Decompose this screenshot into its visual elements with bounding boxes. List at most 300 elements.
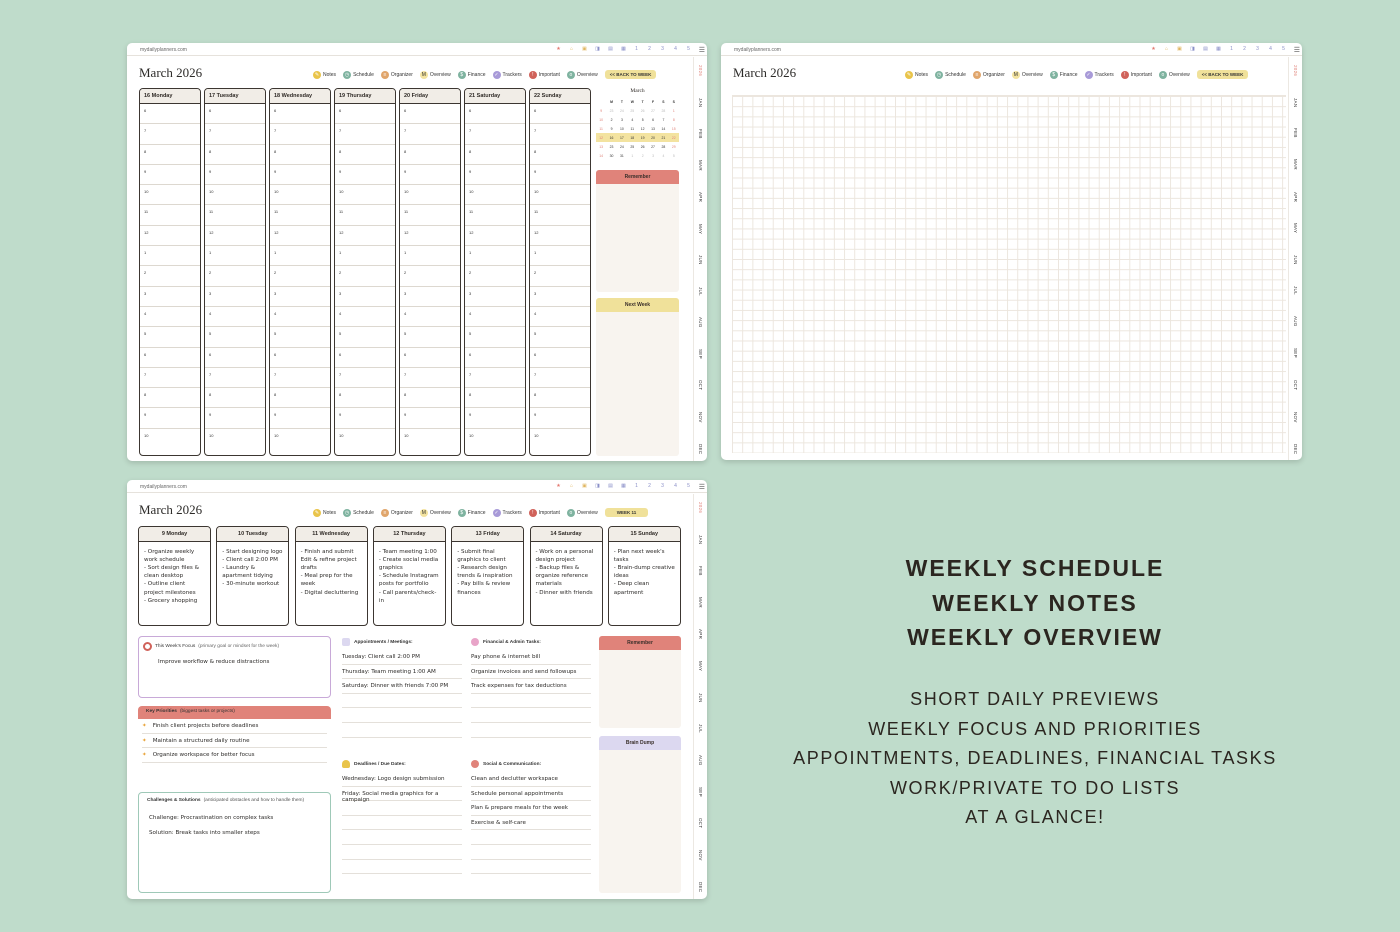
page-link-3[interactable]: 3 <box>661 483 664 489</box>
month-tab[interactable]: JAN <box>698 97 703 108</box>
day-column[interactable] <box>269 88 331 456</box>
day-card[interactable] <box>373 526 446 626</box>
chat-icon[interactable]: ◨ <box>595 46 600 52</box>
hour-slot[interactable]: 5 <box>140 327 200 347</box>
hour-slot[interactable]: 10 <box>465 185 525 205</box>
year-tab[interactable]: 2026 <box>698 65 703 77</box>
hour-slot[interactable]: 1 <box>530 246 590 266</box>
hour-slot[interactable]: 11 <box>530 205 590 225</box>
week-number[interactable]: 9 <box>600 108 603 113</box>
priority-item[interactable] <box>142 719 327 734</box>
hour-slot[interactable]: 4 <box>140 307 200 327</box>
hour-slot[interactable]: 9 <box>205 165 265 185</box>
hour-slot[interactable]: 5 <box>205 327 265 347</box>
hour-slot[interactable]: 6 <box>400 104 460 124</box>
hour-slot[interactable]: 9 <box>140 408 200 428</box>
nav-organizer[interactable]: ≡ Organizer <box>381 509 413 517</box>
hour-slot[interactable]: 10 <box>530 185 590 205</box>
page-link-1[interactable]: 1 <box>635 46 638 52</box>
hour-slot[interactable]: 12 <box>140 226 200 246</box>
nav-overview-2[interactable]: o Overview <box>1159 71 1190 79</box>
week-number[interactable]: 12 <box>596 133 606 142</box>
hour-slot[interactable]: 9 <box>335 165 395 185</box>
hour-slot[interactable]: 9 <box>530 408 590 428</box>
deadlines-box[interactable] <box>342 756 462 892</box>
calendar-day[interactable]: 7 <box>662 117 665 122</box>
nav-important[interactable]: ! Important <box>1121 71 1152 79</box>
hour-slot[interactable]: 11 <box>400 205 460 225</box>
month-tab[interactable]: JUL <box>698 724 703 734</box>
social-line[interactable]: Exercise & self-care <box>471 816 591 831</box>
deadlines-line[interactable] <box>342 830 462 845</box>
calendar-day[interactable]: 18 <box>627 133 637 142</box>
calendar-day[interactable]: 2 <box>610 117 613 122</box>
hour-slot[interactable]: 7 <box>400 124 460 144</box>
next-week-box[interactable] <box>596 298 679 456</box>
chat-icon[interactable]: ◨ <box>1190 46 1195 52</box>
calendar-day[interactable]: 16 <box>606 133 616 142</box>
social-line[interactable]: Schedule personal appointments <box>471 787 591 802</box>
month-tab[interactable]: JUN <box>698 255 703 266</box>
hour-slot[interactable]: 8 <box>530 388 590 408</box>
calendar-day[interactable]: 4 <box>631 117 634 122</box>
month-tab[interactable]: MAR <box>698 596 703 608</box>
bag-icon[interactable]: ▣ <box>1177 46 1182 52</box>
home-icon[interactable]: ⌂ <box>569 483 574 489</box>
hour-slot[interactable]: 10 <box>339 432 344 438</box>
hour-slot[interactable]: 6 <box>270 348 330 368</box>
calendar-day[interactable]: 6 <box>652 117 654 122</box>
deadlines-line[interactable]: Friday: Social media graphics for a campaign <box>342 787 462 802</box>
hour-slot[interactable]: 6 <box>205 348 265 368</box>
month-tab[interactable]: MAY <box>698 223 703 235</box>
calendar-week-row[interactable] <box>596 142 679 151</box>
menu-icon[interactable]: ☰ <box>1293 47 1300 54</box>
back-to-week-button[interactable]: << BACK TO WEEK <box>1197 70 1249 79</box>
hour-slot[interactable]: 8 <box>270 145 330 165</box>
calendar-day[interactable]: 1 <box>672 108 675 113</box>
nav-schedule[interactable]: ◷ Schedule <box>936 71 966 78</box>
hour-slot[interactable]: 3 <box>140 287 200 307</box>
social-line[interactable] <box>471 830 591 845</box>
hour-slot[interactable]: 9 <box>400 408 460 428</box>
month-tab[interactable]: OCT <box>1293 379 1298 391</box>
nav-overview[interactable]: M Overview <box>1013 71 1043 78</box>
day-card[interactable] <box>216 526 289 626</box>
hour-slot[interactable]: 1 <box>335 246 395 266</box>
financial-box[interactable] <box>471 634 591 742</box>
hour-slot[interactable]: 10 <box>404 432 409 438</box>
page-link-1[interactable]: 1 <box>1230 46 1233 52</box>
hour-slot[interactable]: 6 <box>205 104 265 124</box>
hour-slot[interactable]: 7 <box>335 368 395 388</box>
hour-slot[interactable]: 3 <box>465 287 525 307</box>
calendar-day[interactable]: 27 <box>651 144 655 149</box>
calendar-day[interactable]: 13 <box>651 126 655 131</box>
hour-slot[interactable]: 6 <box>335 348 395 368</box>
calendar-day[interactable]: 26 <box>640 144 645 149</box>
calendar-icon[interactable]: ▤ <box>608 46 613 52</box>
nav-schedule[interactable]: ◷ Schedule <box>344 71 374 78</box>
calendar-day[interactable]: 3 <box>620 117 623 122</box>
nav-organizer[interactable]: ≡ Organizer <box>973 71 1005 79</box>
appointments-line[interactable]: Thursday: Team meeting 1:00 AM <box>342 665 462 680</box>
hour-slot[interactable]: 10 <box>274 432 279 438</box>
appointments-line[interactable] <box>342 708 462 723</box>
month-tab[interactable]: JUN <box>698 692 703 703</box>
hour-slot[interactable]: 2 <box>530 266 590 286</box>
nav-notes[interactable]: ✎ Notes <box>314 71 337 78</box>
year-tab[interactable]: 2026 <box>1293 65 1298 77</box>
hour-slot[interactable]: 4 <box>335 307 395 327</box>
hour-slot[interactable]: 10 <box>209 432 214 438</box>
day-column[interactable] <box>139 88 201 456</box>
appointments-box[interactable] <box>342 634 462 742</box>
month-tab[interactable]: FEB <box>1293 128 1298 139</box>
calendar-icon[interactable]: ▤ <box>1203 46 1208 52</box>
calendar-day[interactable]: 22 <box>669 133 679 142</box>
back-to-week-button[interactable]: << BACK TO WEEK <box>605 70 657 79</box>
nav-finance[interactable]: $ Finance <box>1050 71 1078 79</box>
appointments-line[interactable]: Saturday: Dinner with friends 7:00 PM <box>342 679 462 694</box>
hour-slot[interactable]: 12 <box>465 226 525 246</box>
month-tab[interactable]: SEP <box>1293 348 1298 359</box>
month-tab[interactable]: FEB <box>698 128 703 139</box>
appointments-line[interactable] <box>342 694 462 709</box>
social-line[interactable] <box>471 845 591 860</box>
hour-slot[interactable]: 8 <box>335 388 395 408</box>
hour-slot[interactable]: 8 <box>270 388 330 408</box>
day-card[interactable] <box>608 526 681 626</box>
day-card[interactable] <box>138 526 211 626</box>
deadlines-line[interactable] <box>342 816 462 831</box>
hour-slot[interactable]: 10 <box>469 432 474 438</box>
hour-slot[interactable]: 7 <box>140 124 200 144</box>
deadlines-line[interactable]: Wednesday: Logo design submission <box>342 772 462 787</box>
financial-line[interactable] <box>471 694 591 709</box>
hour-slot[interactable]: 8 <box>400 145 460 165</box>
calendar-day[interactable]: 4 <box>662 153 665 158</box>
month-tab[interactable]: SEP <box>698 786 703 797</box>
hour-slot[interactable]: 5 <box>400 327 460 347</box>
month-tab[interactable]: AUG <box>1293 316 1298 328</box>
appointments-line[interactable] <box>342 723 462 738</box>
hour-slot[interactable]: 4 <box>530 307 590 327</box>
bag-icon[interactable]: ▣ <box>582 483 587 489</box>
calendar-day[interactable]: 8 <box>672 117 675 122</box>
month-tab[interactable]: DEC <box>698 882 703 893</box>
hour-slot[interactable]: 7 <box>270 124 330 144</box>
priorities-box[interactable] <box>138 706 331 786</box>
month-tab[interactable]: OCT <box>698 380 703 391</box>
calendar-day[interactable]: 25 <box>630 108 635 113</box>
month-tab[interactable]: APR <box>698 629 703 640</box>
hour-slot[interactable]: 8 <box>465 388 525 408</box>
page-link-4[interactable]: 4 <box>674 483 677 489</box>
page-link-5[interactable]: 5 <box>687 483 690 489</box>
month-tab[interactable]: MAY <box>698 661 703 672</box>
hour-slot[interactable]: 2 <box>140 266 200 286</box>
hour-slot[interactable]: 5 <box>530 327 590 347</box>
calendar-day[interactable]: 29 <box>671 144 676 149</box>
hour-slot[interactable]: 6 <box>140 104 200 124</box>
hour-slot[interactable]: 6 <box>335 104 395 124</box>
hour-slot[interactable]: 2 <box>205 266 265 286</box>
nav-overview-2[interactable]: o Overview <box>567 71 598 79</box>
calendar-day[interactable]: 3 <box>652 153 654 158</box>
hour-slot[interactable]: 2 <box>335 266 395 286</box>
nav-organizer[interactable]: ≡ Organizer <box>381 71 413 79</box>
deadlines-line[interactable] <box>342 845 462 860</box>
hour-slot[interactable]: 4 <box>465 307 525 327</box>
hour-slot[interactable]: 8 <box>140 388 200 408</box>
day-column[interactable] <box>334 88 396 456</box>
hour-slot[interactable]: 11 <box>140 205 200 225</box>
calendar-icon[interactable]: ▤ <box>608 483 613 489</box>
nav-overview-2[interactable]: o Overview <box>567 509 598 517</box>
star-icon[interactable]: ★ <box>556 46 561 52</box>
hour-slot[interactable]: 6 <box>465 104 525 124</box>
page-link-3[interactable]: 3 <box>1256 46 1259 52</box>
nav-overview[interactable]: M Overview <box>421 509 451 516</box>
hour-slot[interactable]: 10 <box>534 432 539 438</box>
hour-slot[interactable]: 9 <box>400 165 460 185</box>
hour-slot[interactable]: 4 <box>270 307 330 327</box>
hour-slot[interactable]: 6 <box>530 348 590 368</box>
hour-slot[interactable]: 1 <box>465 246 525 266</box>
calendar-day[interactable]: 12 <box>640 126 645 131</box>
page-link-2[interactable]: 2 <box>1243 46 1246 52</box>
calendar-day[interactable]: 14 <box>661 126 666 131</box>
month-tab[interactable]: FEB <box>698 565 703 576</box>
hour-slot[interactable]: 6 <box>530 104 590 124</box>
hour-slot[interactable]: 7 <box>400 368 460 388</box>
hour-slot[interactable]: 11 <box>205 205 265 225</box>
month-tab[interactable]: NOV <box>1293 411 1298 423</box>
hour-slot[interactable]: 10 <box>140 185 200 205</box>
calendar-day[interactable]: 10 <box>620 126 624 131</box>
hour-slot[interactable]: 9 <box>205 408 265 428</box>
calendar-day[interactable]: 27 <box>651 108 655 113</box>
hour-slot[interactable]: 10 <box>205 185 265 205</box>
hour-slot[interactable]: 2 <box>400 266 460 286</box>
brain-dump-box[interactable] <box>599 736 681 893</box>
notes-grid[interactable] <box>732 95 1286 453</box>
hour-slot[interactable]: 8 <box>205 145 265 165</box>
month-tab[interactable]: JAN <box>1293 97 1298 108</box>
hour-slot[interactable]: 9 <box>140 165 200 185</box>
day-column[interactable] <box>204 88 266 456</box>
calendar-day[interactable]: 28 <box>661 144 666 149</box>
deadlines-line[interactable] <box>342 801 462 816</box>
hour-slot[interactable]: 11 <box>335 205 395 225</box>
month-tab[interactable]: SEP <box>698 349 703 360</box>
remember-box[interactable] <box>599 636 681 728</box>
calendar-day[interactable]: 31 <box>620 153 624 158</box>
star-icon[interactable]: ★ <box>1151 46 1156 52</box>
hour-slot[interactable]: 8 <box>335 145 395 165</box>
hour-slot[interactable]: 8 <box>465 145 525 165</box>
hour-slot[interactable]: 6 <box>140 348 200 368</box>
financial-line[interactable] <box>471 708 591 723</box>
month-tab[interactable]: DEC <box>698 444 703 455</box>
hour-slot[interactable]: 7 <box>205 124 265 144</box>
calendar-day[interactable]: 5 <box>672 153 675 158</box>
financial-line[interactable] <box>471 723 591 738</box>
hour-slot[interactable]: 12 <box>400 226 460 246</box>
month-tab[interactable]: MAR <box>698 159 703 171</box>
home-icon[interactable]: ⌂ <box>569 46 574 52</box>
hour-slot[interactable]: 8 <box>205 388 265 408</box>
hour-slot[interactable]: 3 <box>205 287 265 307</box>
year-tab[interactable]: 2026 <box>698 502 703 514</box>
page-link-4[interactable]: 4 <box>674 46 677 52</box>
page-link-4[interactable]: 4 <box>1269 46 1272 52</box>
page-link-3[interactable]: 3 <box>661 46 664 52</box>
appointments-line[interactable]: Tuesday: Client call 2:00 PM <box>342 650 462 665</box>
day-column[interactable] <box>399 88 461 456</box>
hour-slot[interactable]: 10 <box>144 432 149 438</box>
month-tab[interactable]: NOV <box>698 850 703 861</box>
nav-trackers[interactable]: ✓ Trackers <box>494 509 522 516</box>
social-line[interactable]: Plan & prepare meals for the week <box>471 801 591 816</box>
hour-slot[interactable]: 5 <box>335 327 395 347</box>
hour-slot[interactable]: 12 <box>335 226 395 246</box>
nav-notes[interactable]: ✎ Notes <box>314 509 337 516</box>
hour-slot[interactable]: 3 <box>530 287 590 307</box>
hour-slot[interactable]: 9 <box>465 165 525 185</box>
bag-icon[interactable]: ▣ <box>582 46 587 52</box>
calendar-day[interactable]: 11 <box>630 126 635 131</box>
month-tab[interactable]: MAY <box>1293 223 1298 234</box>
month-tab[interactable]: APR <box>698 192 703 203</box>
hour-slot[interactable]: 3 <box>270 287 330 307</box>
calendar-day[interactable]: 9 <box>610 126 613 131</box>
hour-slot[interactable]: 9 <box>270 165 330 185</box>
hour-slot[interactable]: 1 <box>400 246 460 266</box>
priority-item[interactable] <box>142 734 327 749</box>
chat-icon[interactable]: ◨ <box>595 483 600 489</box>
week-number[interactable]: 13 <box>599 144 604 149</box>
grid-icon[interactable]: ▦ <box>621 483 626 489</box>
calendar-day[interactable]: 24 <box>620 108 624 113</box>
nav-trackers[interactable]: ✓ Trackers <box>1086 71 1114 78</box>
home-icon[interactable]: ⌂ <box>1164 46 1169 52</box>
day-card[interactable] <box>530 526 603 626</box>
star-icon[interactable]: ★ <box>556 483 561 489</box>
nav-finance[interactable]: $ Finance <box>458 509 486 517</box>
hour-slot[interactable]: 2 <box>465 266 525 286</box>
month-tab[interactable]: MAR <box>1293 159 1298 171</box>
month-tab[interactable]: JUL <box>698 286 703 296</box>
hour-slot[interactable]: 7 <box>335 124 395 144</box>
calendar-day[interactable]: 25 <box>630 144 635 149</box>
calendar-day[interactable]: 5 <box>641 117 644 122</box>
calendar-day[interactable]: 19 <box>638 133 648 142</box>
day-column[interactable] <box>464 88 526 456</box>
week-number[interactable]: 10 <box>599 117 604 122</box>
hour-slot[interactable]: 9 <box>465 408 525 428</box>
hour-slot[interactable]: 12 <box>530 226 590 246</box>
hour-slot[interactable]: 9 <box>530 165 590 185</box>
calendar-week-row[interactable] <box>596 106 679 115</box>
calendar-day[interactable]: 2 <box>641 153 644 158</box>
nav-notes[interactable]: ✎ Notes <box>906 71 929 78</box>
calendar-day[interactable]: 21 <box>658 133 668 142</box>
calendar-day[interactable]: 23 <box>609 144 614 149</box>
week-badge[interactable]: WEEK 11 <box>605 508 649 517</box>
week-number[interactable]: 11 <box>599 126 603 131</box>
calendar-day[interactable]: 20 <box>648 133 658 142</box>
nav-finance[interactable]: $ Finance <box>458 71 486 79</box>
hour-slot[interactable]: 4 <box>400 307 460 327</box>
page-link-5[interactable]: 5 <box>1282 46 1285 52</box>
hour-slot[interactable]: 2 <box>270 266 330 286</box>
remember-box[interactable] <box>596 170 679 292</box>
hour-slot[interactable]: 5 <box>465 327 525 347</box>
financial-line[interactable]: Pay phone & internet bill <box>471 650 591 665</box>
month-tab[interactable]: JAN <box>698 534 703 545</box>
page-link-2[interactable]: 2 <box>648 46 651 52</box>
social-line[interactable] <box>471 860 591 875</box>
hour-slot[interactable]: 1 <box>270 246 330 266</box>
nav-schedule[interactable]: ◷ Schedule <box>344 509 374 516</box>
financial-line[interactable]: Track expenses for tax deductions <box>471 679 591 694</box>
hour-slot[interactable]: 8 <box>140 145 200 165</box>
hour-slot[interactable]: 6 <box>270 104 330 124</box>
hour-slot[interactable]: 8 <box>400 388 460 408</box>
grid-icon[interactable]: ▦ <box>621 46 626 52</box>
hour-slot[interactable]: 6 <box>400 348 460 368</box>
calendar-day[interactable]: 30 <box>609 153 614 158</box>
calendar-week-row[interactable] <box>596 115 679 124</box>
hour-slot[interactable]: 7 <box>205 368 265 388</box>
hour-slot[interactable]: 11 <box>465 205 525 225</box>
calendar-day[interactable]: 24 <box>620 144 624 149</box>
calendar-week-row[interactable] <box>596 151 679 160</box>
nav-overview[interactable]: M Overview <box>421 71 451 78</box>
calendar-day[interactable]: 17 <box>617 133 627 142</box>
calendar-week-row[interactable] <box>596 124 679 133</box>
day-card[interactable] <box>295 526 368 626</box>
nav-trackers[interactable]: ✓ Trackers <box>494 71 522 78</box>
hour-slot[interactable]: 3 <box>400 287 460 307</box>
page-link-5[interactable]: 5 <box>687 46 690 52</box>
menu-icon[interactable]: ☰ <box>698 484 705 491</box>
nav-important[interactable]: ! Important <box>529 71 560 79</box>
priority-item[interactable] <box>142 748 327 763</box>
nav-important[interactable]: ! Important <box>529 509 560 517</box>
grid-icon[interactable]: ▦ <box>1216 46 1221 52</box>
hour-slot[interactable]: 3 <box>335 287 395 307</box>
hour-slot[interactable]: 12 <box>270 226 330 246</box>
financial-line[interactable]: Organize invoices and send followups <box>471 665 591 680</box>
hour-slot[interactable]: 10 <box>270 185 330 205</box>
month-tab[interactable]: JUN <box>1293 255 1298 265</box>
challenges-box[interactable] <box>138 792 331 893</box>
hour-slot[interactable]: 1 <box>205 246 265 266</box>
hour-slot[interactable]: 7 <box>465 368 525 388</box>
calendar-day[interactable]: 28 <box>661 108 666 113</box>
hour-slot[interactable]: 7 <box>140 368 200 388</box>
month-tab[interactable]: NOV <box>698 412 703 424</box>
page-link-1[interactable]: 1 <box>635 483 638 489</box>
hour-slot[interactable]: 7 <box>465 124 525 144</box>
hour-slot[interactable]: 8 <box>530 145 590 165</box>
hour-slot[interactable]: 4 <box>205 307 265 327</box>
hour-slot[interactable]: 10 <box>400 185 460 205</box>
menu-icon[interactable]: ☰ <box>698 47 705 54</box>
